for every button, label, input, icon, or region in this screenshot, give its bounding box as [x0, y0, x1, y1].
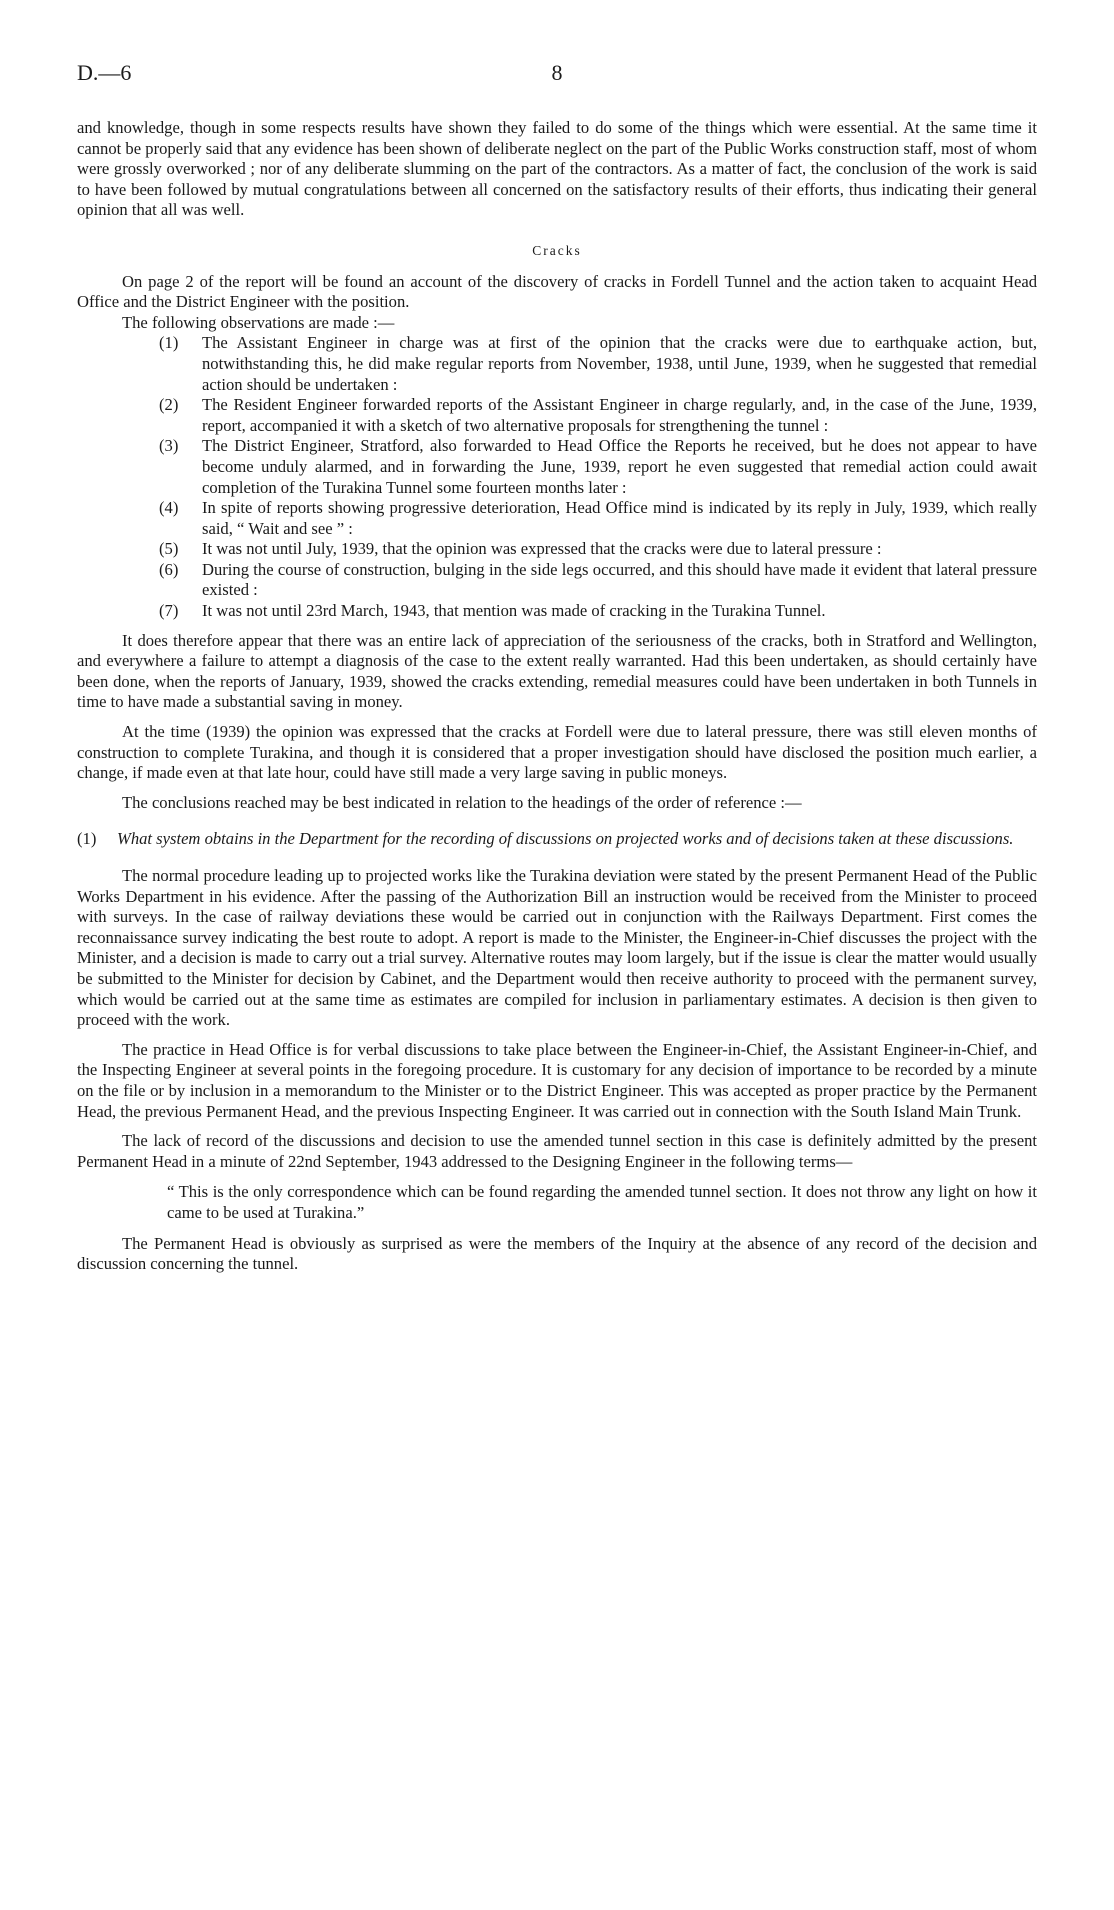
list-item-text: In spite of reports showing progressive deterioration, Head Office mind is indicated by its reply in July, 1939, which really said, “ Wait and see ” :: [202, 498, 1037, 538]
page-number: 8: [551, 60, 563, 85]
list-item: [77, 395, 1037, 436]
page-body: [77, 118, 1037, 1275]
list-item: [77, 498, 1037, 539]
list-item: [77, 539, 1037, 560]
lack-paragraph: It does therefore appear that there was an entire lack of appreciation of the seriousness of the cracks, both in Stratford and Wellington, and everywhere a failure to attempt a diagnosis of the case to the extent really warranted. Had this been undertaken, as should certainly have been done, when the reports of January, 1939, showed the cracks extending, remedial measures could have been undertaken in both Tunnels in time to have made a substantial saving in money.: [77, 630, 1037, 712]
list-item: [77, 601, 1037, 622]
list-item-label: (1): [159, 333, 179, 353]
normal-procedure-paragraph: The normal procedure leading up to projected works like the Turakina deviation were stated by the present Permanent Head of the Public Works Department in his evidence. After the passing of the Authorization Bill an instruction would be received from the Minister to proceed with surveys. In the case of railway deviations these would be carried out in conjunction with the Railways Department. First comes the reconnaissance survey indicating the best route to adopt. A report is made to the Minister, the Engineer-in-Chief discusses the project with the Minister, and a decision is made to carry out a trial survey. Alternative routes may loom largely, but if the issue is clear the matter would usually be submitted to the Minister for decision by Cabinet, and the Department would then receive authority to proceed with the permanent survey, which would be carried out at the same time as estimates are compiled for inclusion in parliamentary estimates. A decision is then given to proceed with the work.: [77, 866, 1037, 1030]
page-header: [77, 60, 1037, 90]
reference-heading-1: [77, 829, 1037, 850]
surprised-paragraph: The Permanent Head is obviously as surprised as were the members of the Inquiry at the absence of any record of the decision and discussion concerning the tunnel.: [77, 1233, 1037, 1274]
observations-list: [77, 333, 1037, 621]
list-item: [77, 333, 1037, 395]
record-paragraph: The lack of record of the discussions and decision to use the amended tunnel section in this case is definitely admitted by the present Permanent Head in a minute of 22nd September, 1943 addressed to the Designing Engineer in the following terms—: [77, 1131, 1037, 1171]
section-heading-cracks: Cracks: [532, 242, 582, 258]
list-item-label: (4): [159, 498, 179, 518]
quoted-minute: “ This is the only correspondence which can be found regarding the amended tunnel section. It does not throw any light on how it came to be used at Turakina.”: [167, 1182, 1037, 1222]
list-item-text: During the course of construction, bulging in the side legs occurred, and this should have made it evident that lateral pressure existed :: [202, 559, 1037, 600]
reference-label: (1): [77, 829, 97, 849]
list-item-text: The Assistant Engineer in charge was at first of the opinion that the cracks were due to earthquake action, but, notwithstanding this, he did make regular reports from November, 1938, until June, 1939, when he suggested that remedial action should be undertaken :: [202, 333, 1037, 394]
document-code: D.—6: [77, 60, 132, 85]
list-item-label: (5): [159, 539, 179, 559]
list-item-label: (7): [159, 601, 179, 621]
intro-paragraph: and knowledge, though in some respects results have shown they failed to do some of the things which were essential. At the same time it cannot be properly said that any evidence has been shown of deliberate neglect on the part of the Public Works construction staff, most of whom were grossly overworked ; nor of any deliberate slumming on the part of the contractors. As a matter of fact, the conclusion of the work is said to have been followed by mutual congratulations between all concerned on the satisfactory results of their efforts, thus indicating their general opinion that all was well.: [77, 118, 1037, 220]
practice-paragraph: The practice in Head Office is for verbal discussions to take place between the Engineer-in-Chief, the Assistant Engineer-in-Chief, and the Inspecting Engineer at several points in the foregoing procedure. It is customary for any decision of importance to be recorded by a minute on the file or by inclusion in a memorandum to the Minister or to the District Engineer. This was accepted as proper practice by the Permanent Head, the previous Permanent Head, and the previous Inspecting Engineer. It was carried out in connection with the South Island Main Trunk.: [77, 1039, 1037, 1121]
cracks-paragraph: On page 2 of the report will be found an account of the discovery of cracks in Fordell Tunnel and the action taken to acquaint Head Office and the District Engineer with the position.: [77, 271, 1037, 312]
reference-text: What system obtains in the Department for the recording of discussions on projected works and of decisions taken at these discussions.: [117, 829, 1014, 849]
time-paragraph: At the time (1939) the opinion was expressed that the cracks at Fordell were due to lateral pressure, there was still eleven months of construction to complete Turakina, and though it is considered that a proper investigation should have disclosed the position much earlier, a change, if made even at that late hour, could have still made a very large saving in public moneys.: [77, 722, 1037, 783]
list-item-label: (3): [159, 436, 179, 456]
observations-intro: The following observations are made :—: [122, 312, 395, 332]
list-item-text: The Resident Engineer forwarded reports of the Assistant Engineer in charge regularly, and, in the case of the June, 1939, report, accompanied it with a sketch of two alternative proposals for strengthening the tunnel :: [202, 395, 1037, 435]
list-item-text: It was not until 23rd March, 1943, that mention was made of cracking in the Turakina Tunnel.: [202, 601, 826, 621]
list-item: [77, 560, 1037, 601]
list-item-text: It was not until July, 1939, that the opinion was expressed that the cracks were due to lateral pressure :: [202, 539, 882, 559]
list-item-text: The District Engineer, Stratford, also forwarded to Head Office the Reports he received, but he does not appear to have become unduly alarmed, and in forwarding the June, 1939, report he even suggested that remedial action could await completion of the Turakina Tunnel some fourteen months later :: [202, 436, 1037, 497]
list-item-label: (6): [159, 559, 179, 579]
list-item-label: (2): [159, 395, 179, 415]
conclusions-paragraph: The conclusions reached may be best indicated in relation to the headings of the order of reference :—: [122, 792, 802, 812]
list-item: [77, 436, 1037, 498]
